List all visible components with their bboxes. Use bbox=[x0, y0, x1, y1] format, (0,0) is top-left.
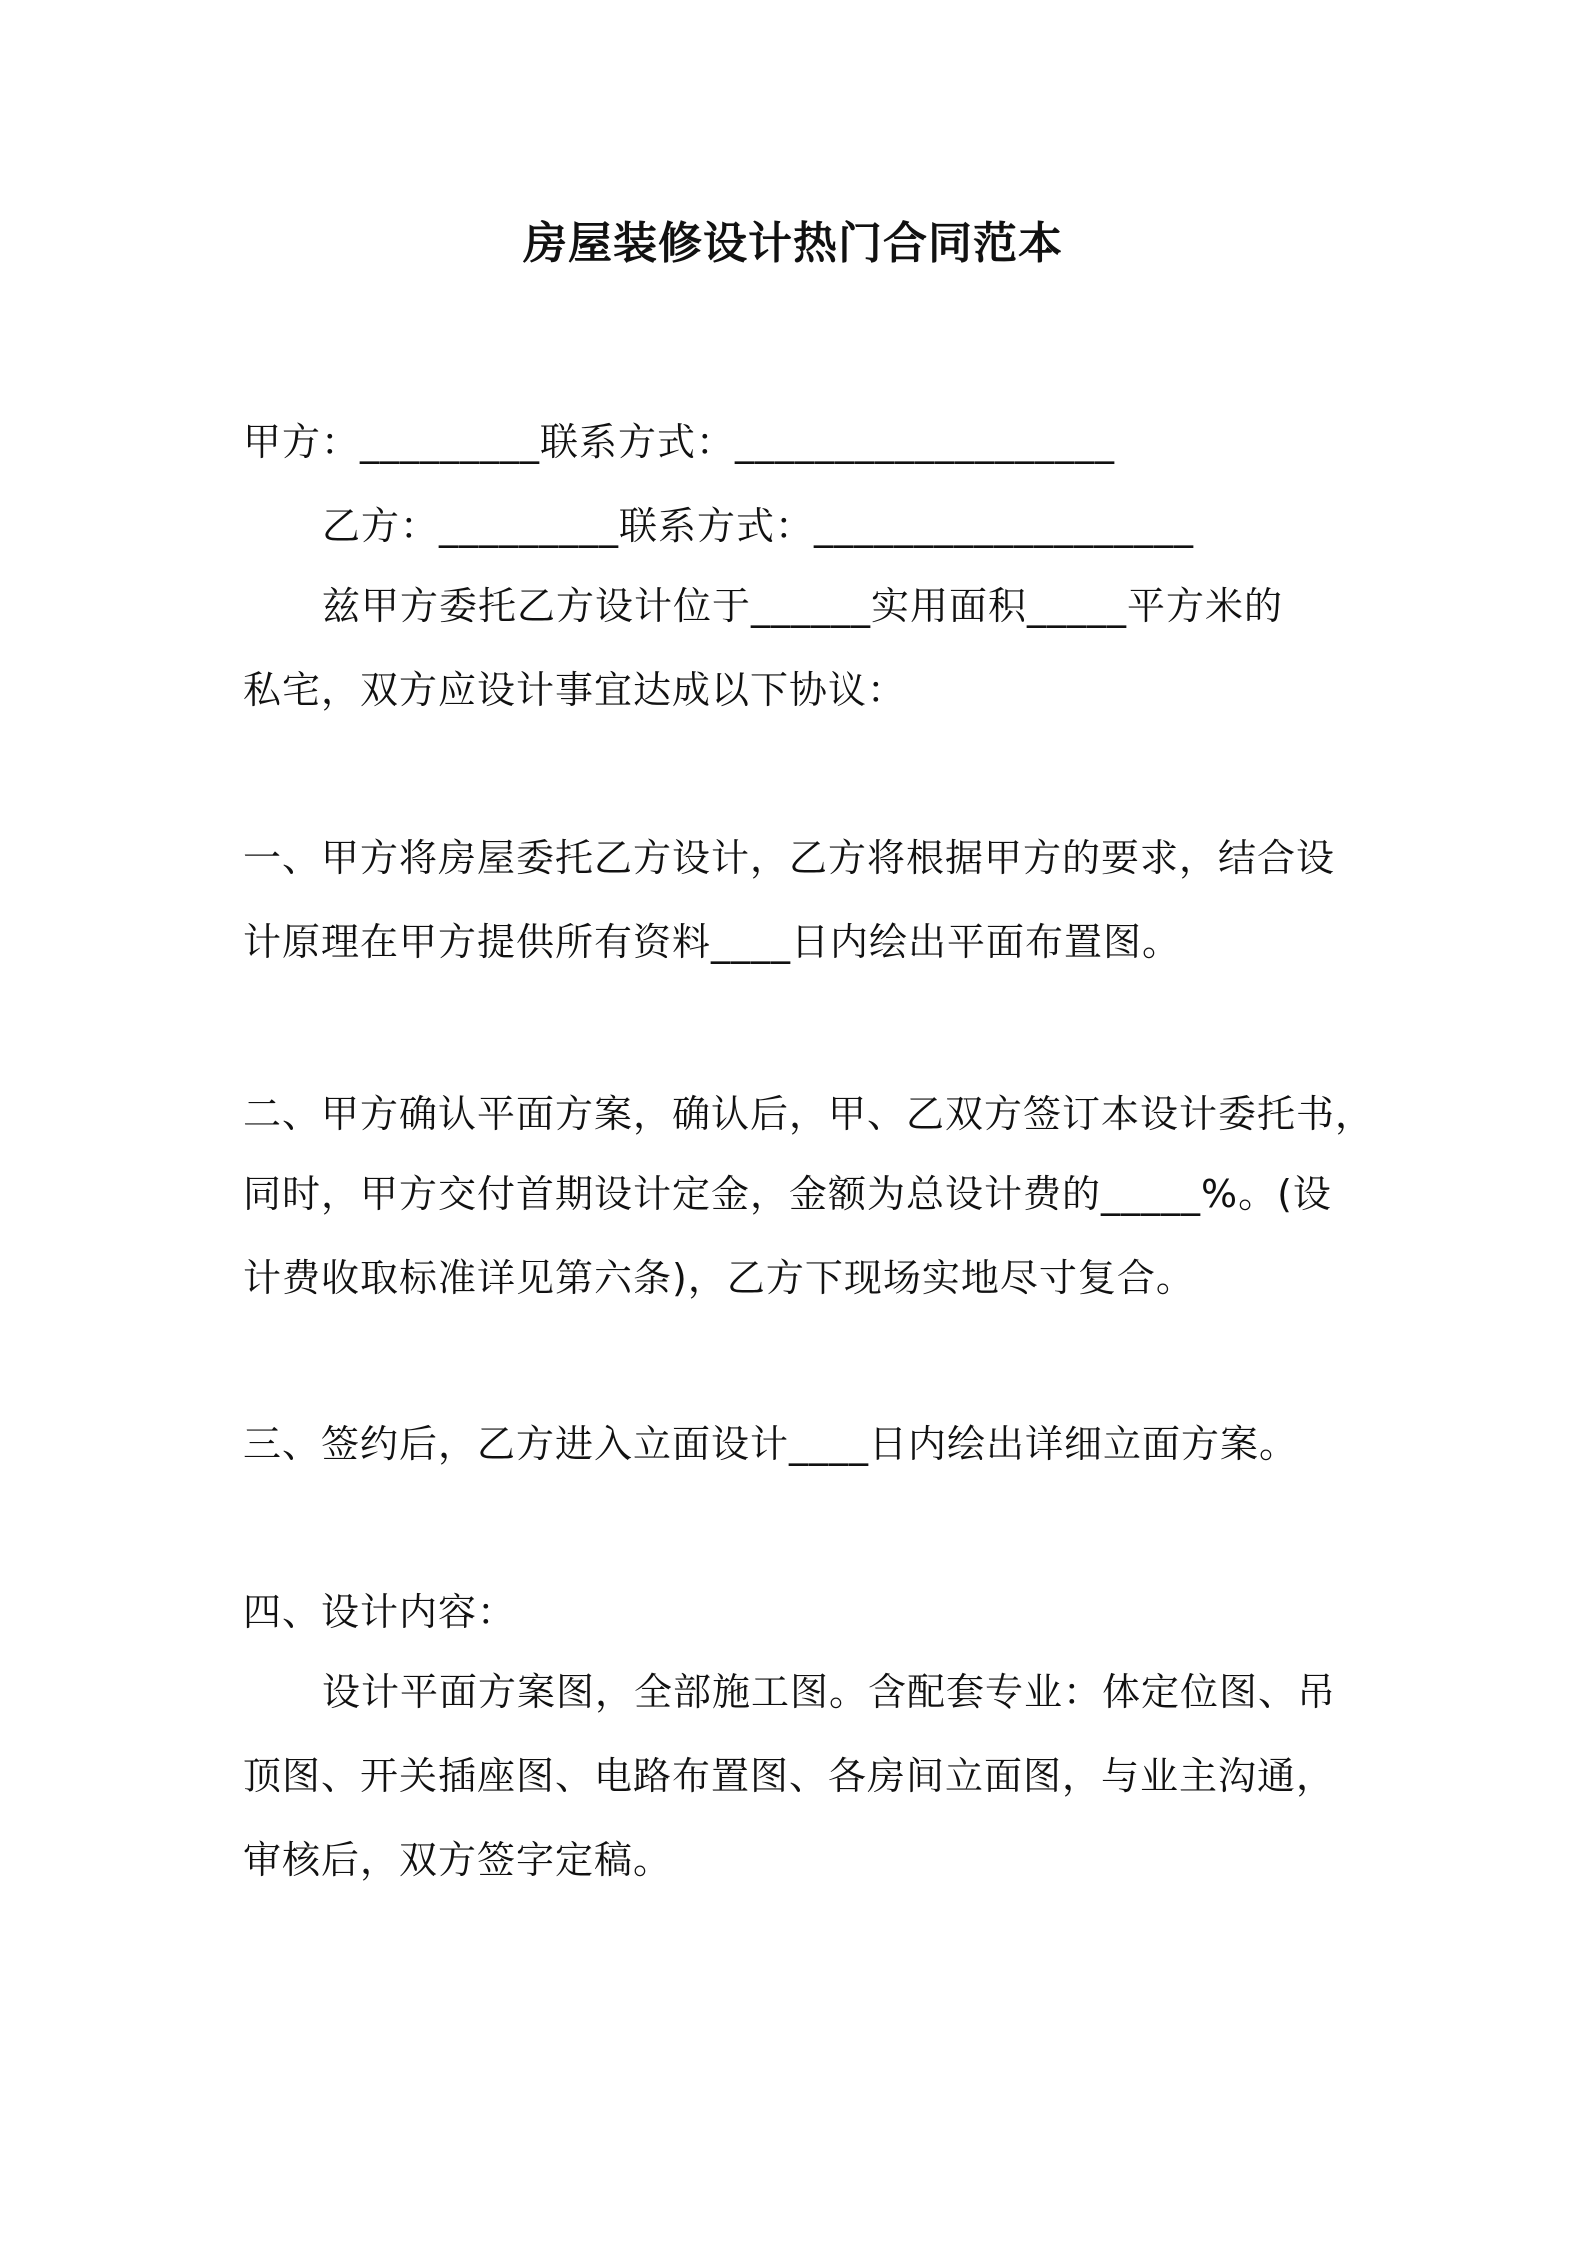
clause-4-line-1: 设计平面方案图，全部施工图。含配套专业：体定位图、吊 bbox=[322, 1670, 1337, 1714]
clause-4-line-2: 顶图、开关插座图、电路布置图、各房间立面图，与业主沟通， bbox=[243, 1754, 1336, 1798]
clause-3-line-1: 三、签约后，乙方进入立面设计____日内绘出详细立面方案。 bbox=[243, 1422, 1299, 1466]
clause-1-line-1: 一、甲方将房屋委托乙方设计，乙方将根据甲方的要求，结合设 bbox=[243, 836, 1336, 880]
document-title: 房屋装修设计热门合同范本 bbox=[523, 218, 1063, 269]
clause-2-line-2: 同时，甲方交付首期设计定金，金额为总设计费的_____%。(设 bbox=[243, 1172, 1332, 1216]
clause-4-line-3: 审核后，双方签字定稿。 bbox=[243, 1838, 673, 1882]
clause-2-line-1: 二、甲方确认平面方案，确认后，甲、乙双方签订本设计委托书， bbox=[243, 1092, 1375, 1136]
clause-4-heading: 四、设计内容： bbox=[243, 1590, 517, 1634]
clause-1-line-2: 计原理在甲方提供所有资料____日内绘出平面布置图。 bbox=[243, 920, 1182, 964]
intro-line-2: 私宅，双方应设计事宜达成以下协议： bbox=[243, 668, 907, 712]
intro-line-1: 兹甲方委托乙方设计位于______实用面积_____平方米的 bbox=[322, 584, 1284, 628]
clause-2-line-3: 计费收取标准详见第六条)，乙方下现场实地尽寸复合。 bbox=[243, 1256, 1195, 1300]
party-b-line: 乙方：_________联系方式：___________________ bbox=[322, 504, 1195, 548]
party-a-line: 甲方：_________联系方式：___________________ bbox=[243, 420, 1116, 464]
